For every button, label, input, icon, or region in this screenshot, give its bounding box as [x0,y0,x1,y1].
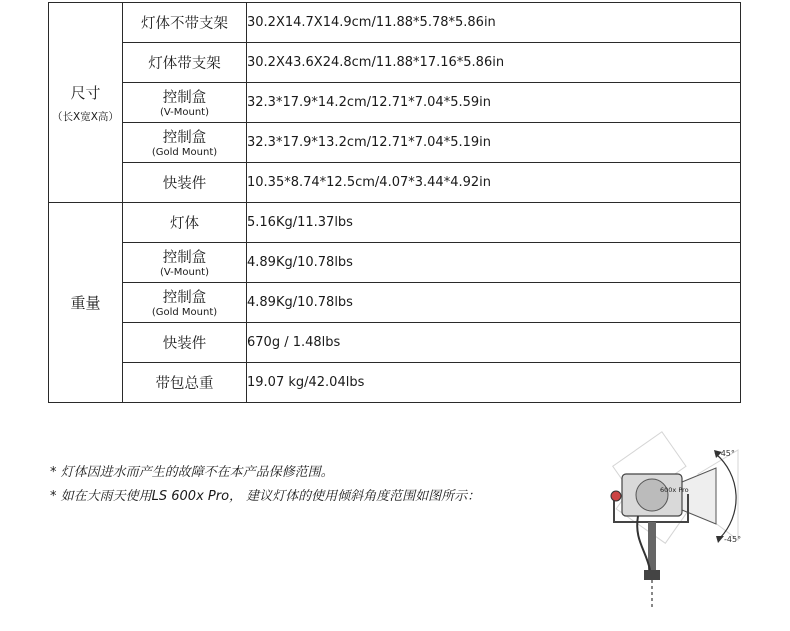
value-cell: 32.3*17.9*13.2cm/12.71*7.04*5.19in [247,123,741,163]
table-row [49,3,741,43]
note-tilt-angle: * 如在大雨天使用LS 600x Pro， 建议灯体的使用倾斜角度范围如图所示： [50,489,481,504]
table-row [49,123,741,163]
value-cell: 10.35*8.74*12.5cm/4.07*3.44*4.92in [247,163,741,203]
angle-down-label: -45° [724,535,742,544]
lamp-tilt-illustration [588,430,758,610]
item-sub: (Gold Mount) [151,147,218,158]
item-cell [123,123,247,163]
size-group-label: 尺寸 [70,83,101,102]
item-label: 快装件 [162,176,207,192]
item-label: 灯体 [170,216,199,232]
value-cell: 670g / 1.48lbs [247,323,741,363]
notes [50,461,480,509]
item-label: 灯体不带支架 [141,16,228,32]
size-group-sub: （长X宽X高） [52,110,119,123]
item-cell [123,43,247,83]
value-cell: 19.07 kg/42.04lbs [247,363,741,403]
table-row [49,83,741,123]
stand-clamp [644,570,660,580]
item-label: 带包总重 [155,376,214,392]
weight-group-cell [49,203,123,403]
lock-knob [611,491,621,501]
item-label: 控制盒 [162,250,207,266]
item-cell [123,323,247,363]
model-label: 600x Pro [660,486,689,494]
value-cell: 32.3*17.9*14.2cm/12.71*7.04*5.59in [247,83,741,123]
item-sub: (Gold Mount) [151,307,218,318]
item-label: 控制盒 [162,130,207,146]
note-waterproof: * 灯体因进水而产生的故障不在本产品保修范围。 [50,465,334,480]
tilt-angle-figure [588,430,758,610]
table-row [49,203,741,243]
table-row [49,243,741,283]
lamp-fan [636,479,668,511]
table-row [49,283,741,323]
item-label: 灯体带支架 [148,56,221,72]
item-label: 控制盒 [162,290,207,306]
table-row [49,43,741,83]
item-cell [123,363,247,403]
item-cell [123,163,247,203]
item-sub: (V-Mount) [159,267,209,278]
table-row [49,363,741,403]
table-row [49,163,741,203]
item-label: 控制盒 [162,90,207,106]
item-cell [123,243,247,283]
arc-arrow-down [716,536,724,543]
item-cell [123,83,247,123]
table-row [49,323,741,363]
angle-up-label: +45° [714,449,735,458]
value-cell: 4.89Kg/10.78lbs [247,283,741,323]
size-group-cell [49,3,123,203]
item-sub: (V-Mount) [159,107,209,118]
spec-table [48,2,741,403]
weight-group-label: 重量 [70,294,101,312]
value-cell: 30.2X14.7X14.9cm/11.88*5.78*5.86in [247,3,741,43]
item-label: 快装件 [162,336,207,352]
value-cell: 30.2X43.6X24.8cm/11.88*17.16*5.86in [247,43,741,83]
value-cell: 5.16Kg/11.37lbs [247,203,741,243]
value-cell: 4.89Kg/10.78lbs [247,243,741,283]
item-cell [123,203,247,243]
item-cell [123,3,247,43]
item-cell [123,283,247,323]
